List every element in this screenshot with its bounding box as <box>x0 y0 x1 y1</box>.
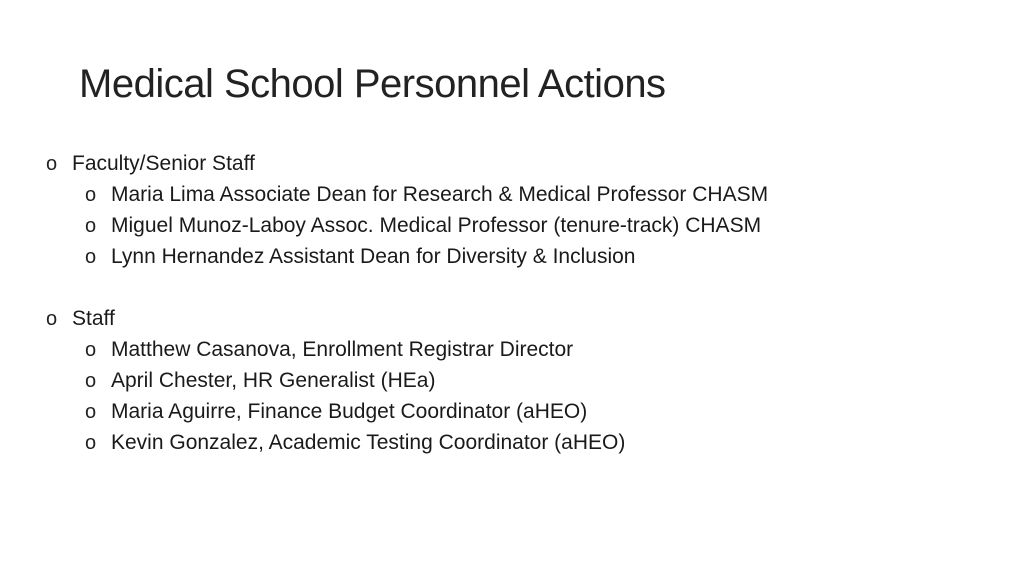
list-item-text: Miguel Munoz-Laboy Assoc. Medical Professor (tenure-track) CHASM <box>111 214 762 237</box>
list-item-text: Lynn Hernandez Assistant Dean for Diversity & Inclusion <box>111 245 636 268</box>
list-item-text: Kevin Gonzalez, Academic Testing Coordinator (aHEO) <box>111 431 626 454</box>
section-heading-text: Staff <box>72 307 115 330</box>
hollow-bullet-icon: o <box>85 339 97 361</box>
section-heading-text: Faculty/Senior Staff <box>72 152 255 175</box>
hollow-bullet-icon: o <box>85 432 97 454</box>
hollow-bullet-icon: o <box>46 308 58 330</box>
hollow-bullet-icon: o <box>46 153 58 175</box>
list-item-text: Matthew Casanova, Enrollment Registrar Director <box>111 338 574 361</box>
hollow-bullet-icon: o <box>85 184 97 206</box>
list-item-text: Maria Lima Associate Dean for Research & Medical Professor CHASM <box>111 183 769 206</box>
hollow-bullet-icon: o <box>85 246 97 268</box>
section-staff <box>46 303 1006 458</box>
section-faculty-senior-staff <box>46 148 1006 272</box>
hollow-bullet-icon: o <box>85 401 97 423</box>
list-item <box>46 334 1006 365</box>
section-heading <box>46 303 1006 334</box>
list-item <box>46 241 1006 272</box>
hollow-bullet-icon: o <box>85 370 97 392</box>
list-item <box>46 427 1006 458</box>
section-heading <box>46 148 1006 179</box>
list-item <box>46 210 1006 241</box>
list-item <box>46 365 1006 396</box>
list-item <box>46 396 1006 427</box>
slide-title: Medical School Personnel Actions <box>79 62 666 106</box>
list-item <box>46 179 1006 210</box>
slide-body <box>46 148 1006 458</box>
list-item-text: April Chester, HR Generalist (HEa) <box>111 369 436 392</box>
hollow-bullet-icon: o <box>85 215 97 237</box>
list-item-text: Maria Aguirre, Finance Budget Coordinator (aHEO) <box>111 400 588 423</box>
